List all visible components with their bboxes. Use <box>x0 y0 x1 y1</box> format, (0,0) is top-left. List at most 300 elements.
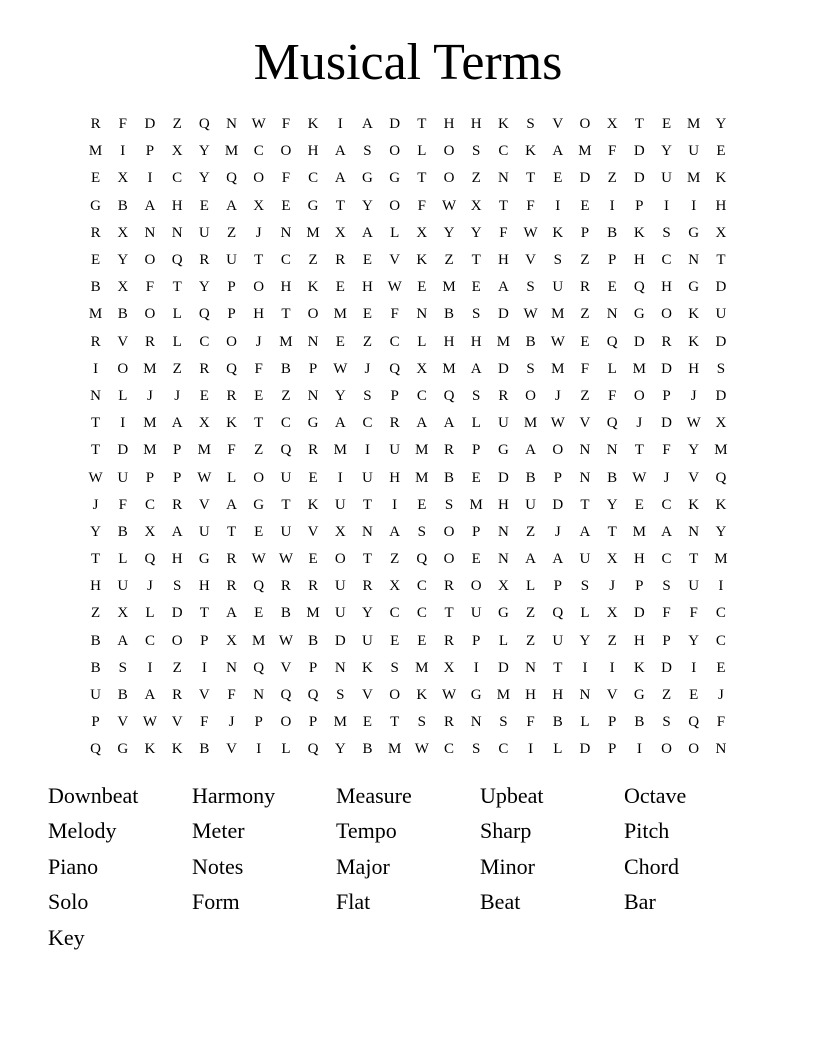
grid-letter[interactable]: M <box>143 415 157 432</box>
grid-letter[interactable]: F <box>200 714 209 731</box>
grid-letter[interactable]: S <box>716 360 726 377</box>
grid-letter[interactable]: T <box>390 714 400 731</box>
grid-letter[interactable]: M <box>496 333 511 350</box>
grid-letter[interactable]: E <box>91 170 101 187</box>
grid-letter[interactable]: B <box>280 605 291 622</box>
grid-letter[interactable]: Z <box>254 442 264 459</box>
grid-letter[interactable]: T <box>471 252 481 269</box>
grid-letter[interactable]: M <box>714 442 728 459</box>
grid-letter[interactable]: C <box>280 252 291 269</box>
grid-letter[interactable]: S <box>526 116 535 133</box>
grid-letter[interactable]: E <box>199 197 209 214</box>
grid-letter[interactable]: D <box>497 659 509 676</box>
grid-letter[interactable]: O <box>389 687 401 704</box>
grid-letter[interactable]: A <box>334 143 346 160</box>
grid-letter[interactable]: V <box>579 415 591 432</box>
grid-letter[interactable]: R <box>444 714 455 731</box>
grid-letter[interactable]: Z <box>526 632 536 649</box>
grid-letter[interactable]: M <box>143 360 157 377</box>
grid-letter[interactable]: Z <box>580 387 590 404</box>
grid-letter[interactable]: Z <box>172 360 182 377</box>
grid-letter[interactable]: U <box>334 496 346 513</box>
grid-letter[interactable]: I <box>609 197 615 214</box>
grid-letter[interactable]: L <box>526 578 536 595</box>
grid-letter[interactable]: R <box>172 496 183 513</box>
grid-letter[interactable]: S <box>499 714 508 731</box>
grid-letter[interactable]: U <box>552 632 564 649</box>
grid-letter[interactable]: O <box>280 143 292 160</box>
grid-letter[interactable]: P <box>145 143 155 160</box>
grid-letter[interactable]: G <box>307 415 319 432</box>
grid-letter[interactable]: Q <box>416 551 428 568</box>
grid-letter[interactable]: R <box>308 578 319 595</box>
grid-letter[interactable]: E <box>716 659 726 676</box>
grid-letter[interactable]: R <box>199 360 210 377</box>
grid-letter[interactable]: B <box>362 741 373 758</box>
grid-letter[interactable]: O <box>661 741 672 758</box>
grid-letter[interactable]: Q <box>90 741 102 758</box>
grid-letter[interactable]: X <box>198 415 210 432</box>
grid-letter[interactable]: O <box>443 551 455 568</box>
grid-letter[interactable]: M <box>469 496 483 513</box>
grid-letter[interactable]: E <box>335 279 345 296</box>
grid-letter[interactable]: K <box>416 687 428 704</box>
grid-letter[interactable]: R <box>226 578 237 595</box>
grid-letter[interactable]: A <box>117 632 129 649</box>
grid-letter[interactable]: F <box>281 116 291 133</box>
grid-letter[interactable]: A <box>171 523 183 540</box>
grid-letter[interactable]: Z <box>526 523 536 540</box>
grid-letter[interactable]: V <box>362 687 373 704</box>
grid-letter[interactable]: O <box>253 469 265 486</box>
grid-letter[interactable]: N <box>606 442 618 459</box>
grid-letter[interactable]: X <box>389 578 401 595</box>
grid-letter[interactable]: Q <box>688 714 700 731</box>
grid-letter[interactable]: J <box>554 387 561 404</box>
grid-letter[interactable]: G <box>90 197 102 214</box>
grid-letter[interactable]: K <box>688 333 700 350</box>
grid-letter[interactable]: S <box>662 224 671 241</box>
grid-letter[interactable]: Q <box>198 306 210 323</box>
grid-letter[interactable]: L <box>417 143 427 160</box>
grid-letter[interactable]: A <box>525 551 537 568</box>
grid-letter[interactable]: C <box>498 741 509 758</box>
grid-letter[interactable]: T <box>226 523 237 540</box>
grid-letter[interactable]: A <box>362 116 373 133</box>
grid-letter[interactable]: V <box>688 469 700 486</box>
grid-letter[interactable]: N <box>497 551 509 568</box>
grid-letter[interactable]: S <box>336 687 345 704</box>
grid-letter[interactable]: D <box>715 333 727 350</box>
grid-letter[interactable]: J <box>228 714 235 731</box>
grid-letter[interactable]: I <box>147 659 153 676</box>
grid-letter[interactable]: B <box>607 224 618 241</box>
grid-letter[interactable]: N <box>334 659 346 676</box>
grid-letter[interactable]: R <box>90 333 101 350</box>
grid-letter[interactable]: N <box>688 252 700 269</box>
grid-letter[interactable]: G <box>198 551 210 568</box>
grid-letter[interactable]: B <box>117 197 128 214</box>
grid-letter[interactable]: R <box>444 442 455 459</box>
grid-letter[interactable]: M <box>714 551 728 568</box>
grid-letter[interactable]: M <box>333 306 347 323</box>
grid-letter[interactable]: B <box>280 360 291 377</box>
grid-letter[interactable]: U <box>280 523 292 540</box>
grid-letter[interactable]: A <box>226 496 237 513</box>
grid-letter[interactable]: E <box>661 116 672 133</box>
grid-letter[interactable]: I <box>337 116 343 133</box>
grid-letter[interactable]: N <box>226 116 237 133</box>
grid-letter[interactable]: I <box>582 659 588 676</box>
grid-letter[interactable]: U <box>198 224 210 241</box>
grid-letter[interactable]: I <box>473 659 479 676</box>
grid-letter[interactable]: H <box>171 551 183 568</box>
grid-letter[interactable]: Z <box>607 170 617 187</box>
grid-letter[interactable]: C <box>389 333 400 350</box>
grid-letter[interactable]: M <box>496 687 511 704</box>
grid-letter[interactable]: O <box>552 442 564 459</box>
grid-letter[interactable]: P <box>145 469 155 486</box>
grid-letter[interactable]: R <box>579 279 590 296</box>
grid-letter[interactable]: V <box>280 659 292 676</box>
grid-letter[interactable]: P <box>91 714 100 731</box>
grid-letter[interactable]: Z <box>444 252 454 269</box>
grid-letter[interactable]: B <box>444 469 455 486</box>
grid-letter[interactable]: U <box>280 469 292 486</box>
grid-letter[interactable]: F <box>607 387 617 404</box>
grid-letter[interactable]: D <box>633 333 645 350</box>
grid-letter[interactable]: M <box>415 659 429 676</box>
grid-letter[interactable]: M <box>224 143 239 160</box>
grid-letter[interactable]: X <box>443 659 455 676</box>
grid-letter[interactable]: Z <box>580 306 590 323</box>
grid-letter[interactable]: X <box>171 143 183 160</box>
grid-letter[interactable]: N <box>362 523 373 540</box>
grid-letter[interactable]: Y <box>470 224 482 241</box>
grid-letter[interactable]: A <box>525 442 537 459</box>
grid-letter[interactable]: Z <box>172 116 182 133</box>
grid-letter[interactable]: D <box>171 605 183 622</box>
grid-letter[interactable]: E <box>471 279 481 296</box>
grid-letter[interactable]: X <box>117 224 129 241</box>
grid-letter[interactable]: J <box>609 578 616 595</box>
grid-letter[interactable]: J <box>92 496 99 513</box>
grid-letter[interactable]: E <box>607 279 617 296</box>
grid-letter[interactable]: U <box>117 469 129 486</box>
grid-letter[interactable]: T <box>172 279 182 296</box>
grid-letter[interactable]: O <box>334 551 346 568</box>
grid-letter[interactable]: Y <box>198 143 210 160</box>
grid-letter[interactable]: T <box>417 170 427 187</box>
grid-letter[interactable]: S <box>580 578 590 595</box>
grid-letter[interactable]: D <box>661 659 672 676</box>
grid-letter[interactable]: O <box>443 523 455 540</box>
grid-letter[interactable]: K <box>144 741 156 758</box>
grid-letter[interactable]: O <box>226 333 237 350</box>
grid-letter[interactable]: N <box>307 333 319 350</box>
grid-letter[interactable]: W <box>550 333 565 350</box>
grid-letter[interactable]: S <box>472 741 481 758</box>
grid-letter[interactable]: I <box>718 578 724 595</box>
grid-letter[interactable]: M <box>442 360 456 377</box>
grid-letter[interactable]: L <box>607 360 617 377</box>
grid-letter[interactable]: A <box>579 523 591 540</box>
grid-letter[interactable]: K <box>633 659 645 676</box>
grid-letter[interactable]: R <box>389 415 400 432</box>
grid-letter[interactable]: B <box>90 279 101 296</box>
grid-letter[interactable]: A <box>334 415 346 432</box>
grid-letter[interactable]: T <box>199 605 209 622</box>
grid-letter[interactable]: A <box>389 523 401 540</box>
grid-letter[interactable]: K <box>497 116 509 133</box>
grid-letter[interactable]: D <box>661 360 672 377</box>
grid-letter[interactable]: O <box>389 143 401 160</box>
grid-letter[interactable]: Q <box>226 170 237 187</box>
grid-letter[interactable]: A <box>171 415 183 432</box>
grid-letter[interactable]: E <box>362 306 373 323</box>
grid-letter[interactable]: Q <box>389 360 401 377</box>
grid-letter[interactable]: L <box>118 387 128 404</box>
grid-letter[interactable]: C <box>498 143 509 160</box>
grid-letter[interactable]: H <box>470 116 482 133</box>
grid-letter[interactable]: S <box>363 143 372 160</box>
grid-letter[interactable]: W <box>142 714 158 731</box>
grid-letter[interactable]: M <box>442 279 456 296</box>
grid-letter[interactable]: Y <box>198 279 210 296</box>
grid-letter[interactable]: O <box>470 578 482 595</box>
grid-letter[interactable]: X <box>253 197 265 214</box>
grid-letter[interactable]: N <box>90 387 102 404</box>
grid-letter[interactable]: F <box>227 442 236 459</box>
grid-letter[interactable]: H <box>525 687 537 704</box>
grid-letter[interactable]: R <box>280 578 291 595</box>
grid-letter[interactable]: T <box>580 496 590 513</box>
grid-letter[interactable]: V <box>117 714 129 731</box>
grid-letter[interactable]: X <box>117 170 129 187</box>
grid-letter[interactable]: R <box>498 387 509 404</box>
grid-letter[interactable]: U <box>525 496 537 513</box>
grid-letter[interactable]: N <box>470 714 482 731</box>
grid-letter[interactable]: O <box>389 197 401 214</box>
grid-letter[interactable]: P <box>635 578 644 595</box>
grid-letter[interactable]: O <box>253 279 265 296</box>
grid-letter[interactable]: M <box>551 360 565 377</box>
grid-letter[interactable]: U <box>579 551 591 568</box>
grid-letter[interactable]: Z <box>91 605 101 622</box>
grid-letter[interactable]: Q <box>552 605 564 622</box>
grid-letter[interactable]: E <box>417 279 427 296</box>
grid-letter[interactable]: T <box>634 116 644 133</box>
grid-letter[interactable]: M <box>687 116 701 133</box>
grid-letter[interactable]: O <box>144 306 156 323</box>
grid-letter[interactable]: J <box>717 687 724 704</box>
grid-letter[interactable]: T <box>335 197 345 214</box>
grid-letter[interactable]: K <box>688 306 700 323</box>
grid-letter[interactable]: I <box>609 659 615 676</box>
grid-letter[interactable]: W <box>441 687 457 704</box>
grid-letter[interactable]: X <box>144 523 156 540</box>
grid-letter[interactable]: M <box>415 469 429 486</box>
grid-letter[interactable]: X <box>416 224 428 241</box>
grid-letter[interactable]: P <box>662 387 671 404</box>
grid-letter[interactable]: S <box>417 714 427 731</box>
grid-letter[interactable]: H <box>688 360 700 377</box>
grid-letter[interactable]: M <box>279 333 293 350</box>
grid-letter[interactable]: Z <box>172 659 182 676</box>
grid-letter[interactable]: V <box>198 687 210 704</box>
grid-letter[interactable]: K <box>171 741 183 758</box>
grid-letter[interactable]: F <box>580 360 590 377</box>
grid-letter[interactable]: R <box>308 442 319 459</box>
grid-letter[interactable]: P <box>607 741 617 758</box>
grid-letter[interactable]: I <box>691 659 697 676</box>
grid-letter[interactable]: N <box>525 659 537 676</box>
grid-letter[interactable]: T <box>91 415 101 432</box>
grid-letter[interactable]: B <box>199 741 210 758</box>
grid-letter[interactable]: Y <box>334 387 346 404</box>
grid-letter[interactable]: I <box>201 659 207 676</box>
grid-letter[interactable]: Y <box>362 197 373 214</box>
grid-letter[interactable]: B <box>117 306 128 323</box>
grid-letter[interactable]: I <box>691 197 697 214</box>
grid-letter[interactable]: C <box>661 252 672 269</box>
grid-letter[interactable]: O <box>579 116 591 133</box>
grid-letter[interactable]: Y <box>443 224 455 241</box>
grid-letter[interactable]: K <box>226 415 237 432</box>
grid-letter[interactable]: F <box>662 605 671 622</box>
grid-letter[interactable]: H <box>552 687 564 704</box>
grid-letter[interactable]: G <box>633 306 645 323</box>
grid-letter[interactable]: L <box>580 605 590 622</box>
grid-letter[interactable]: N <box>579 687 591 704</box>
grid-letter[interactable]: L <box>390 224 400 241</box>
grid-letter[interactable]: P <box>308 360 318 377</box>
grid-letter[interactable]: T <box>254 252 264 269</box>
grid-letter[interactable]: B <box>552 714 563 731</box>
grid-letter[interactable]: Z <box>362 333 373 350</box>
grid-letter[interactable]: N <box>579 469 591 486</box>
grid-letter[interactable]: D <box>715 279 727 296</box>
grid-letter[interactable]: U <box>661 170 672 187</box>
grid-letter[interactable]: K <box>715 496 727 513</box>
grid-letter[interactable]: I <box>392 496 398 513</box>
grid-letter[interactable]: U <box>334 605 346 622</box>
grid-letter[interactable]: O <box>144 252 156 269</box>
grid-letter[interactable]: V <box>171 714 183 731</box>
grid-letter[interactable]: C <box>389 605 400 622</box>
grid-letter[interactable]: P <box>553 469 562 486</box>
grid-letter[interactable]: X <box>606 116 618 133</box>
grid-letter[interactable]: Q <box>280 442 292 459</box>
grid-letter[interactable]: F <box>526 197 535 214</box>
grid-letter[interactable]: C <box>308 170 319 187</box>
grid-letter[interactable]: P <box>227 279 236 296</box>
grid-letter[interactable]: Z <box>281 387 291 404</box>
grid-letter[interactable]: R <box>90 224 101 241</box>
grid-letter[interactable]: I <box>337 469 343 486</box>
grid-letter[interactable]: Z <box>526 605 536 622</box>
grid-letter[interactable]: P <box>607 714 617 731</box>
grid-letter[interactable]: Y <box>579 632 591 649</box>
grid-letter[interactable]: F <box>227 687 236 704</box>
grid-letter[interactable]: W <box>333 360 348 377</box>
grid-letter[interactable]: W <box>387 279 402 296</box>
grid-letter[interactable]: X <box>606 605 618 622</box>
grid-letter[interactable]: H <box>171 197 183 214</box>
grid-letter[interactable]: X <box>334 224 346 241</box>
grid-letter[interactable]: W <box>278 632 293 649</box>
grid-letter[interactable]: U <box>552 279 564 296</box>
grid-letter[interactable]: R <box>199 252 210 269</box>
grid-letter[interactable]: M <box>333 714 347 731</box>
grid-letter[interactable]: S <box>472 143 481 160</box>
grid-letter[interactable]: M <box>551 306 565 323</box>
grid-letter[interactable]: L <box>553 741 563 758</box>
grid-letter[interactable]: W <box>550 415 565 432</box>
grid-letter[interactable]: E <box>471 551 481 568</box>
grid-letter[interactable]: K <box>307 496 319 513</box>
grid-letter[interactable]: M <box>387 741 402 758</box>
grid-letter[interactable]: G <box>117 741 129 758</box>
grid-letter[interactable]: G <box>497 442 509 459</box>
grid-letter[interactable]: O <box>661 306 672 323</box>
grid-letter[interactable]: E <box>580 333 590 350</box>
grid-letter[interactable]: A <box>552 551 564 568</box>
grid-letter[interactable]: X <box>334 523 346 540</box>
grid-letter[interactable]: T <box>362 551 373 568</box>
grid-letter[interactable]: E <box>254 387 264 404</box>
grid-letter[interactable]: C <box>416 578 427 595</box>
grid-letter[interactable]: E <box>634 496 644 513</box>
grid-letter[interactable]: T <box>689 551 699 568</box>
grid-letter[interactable]: J <box>636 415 643 432</box>
grid-letter[interactable]: A <box>362 224 373 241</box>
grid-letter[interactable]: B <box>308 632 319 649</box>
grid-letter[interactable]: S <box>662 714 671 731</box>
grid-letter[interactable]: D <box>661 415 672 432</box>
grid-letter[interactable]: Q <box>307 687 319 704</box>
grid-letter[interactable]: E <box>281 197 291 214</box>
grid-letter[interactable]: H <box>497 496 509 513</box>
grid-letter[interactable]: X <box>470 197 482 214</box>
grid-letter[interactable]: D <box>633 170 645 187</box>
grid-letter[interactable]: T <box>607 523 617 540</box>
grid-letter[interactable]: H <box>389 469 401 486</box>
grid-letter[interactable]: K <box>307 116 319 133</box>
grid-letter[interactable]: O <box>633 387 645 404</box>
grid-letter[interactable]: R <box>172 687 183 704</box>
grid-letter[interactable]: V <box>198 496 210 513</box>
grid-letter[interactable]: W <box>278 551 293 568</box>
grid-letter[interactable]: O <box>688 741 700 758</box>
grid-letter[interactable]: T <box>91 551 101 568</box>
grid-letter[interactable]: S <box>417 523 427 540</box>
grid-letter[interactable]: S <box>172 578 182 595</box>
grid-letter[interactable]: J <box>147 387 153 404</box>
grid-letter[interactable]: O <box>307 306 319 323</box>
grid-letter[interactable]: W <box>632 469 647 486</box>
grid-letter[interactable]: U <box>362 469 373 486</box>
grid-letter[interactable]: P <box>472 632 481 649</box>
grid-letter[interactable]: J <box>147 578 153 595</box>
grid-letter[interactable]: W <box>251 551 266 568</box>
grid-letter[interactable]: M <box>632 523 647 540</box>
grid-letter[interactable]: Q <box>606 415 618 432</box>
grid-letter[interactable]: P <box>472 442 481 459</box>
grid-letter[interactable]: F <box>607 143 617 160</box>
grid-letter[interactable]: C <box>715 605 726 622</box>
grid-letter[interactable]: B <box>525 333 536 350</box>
